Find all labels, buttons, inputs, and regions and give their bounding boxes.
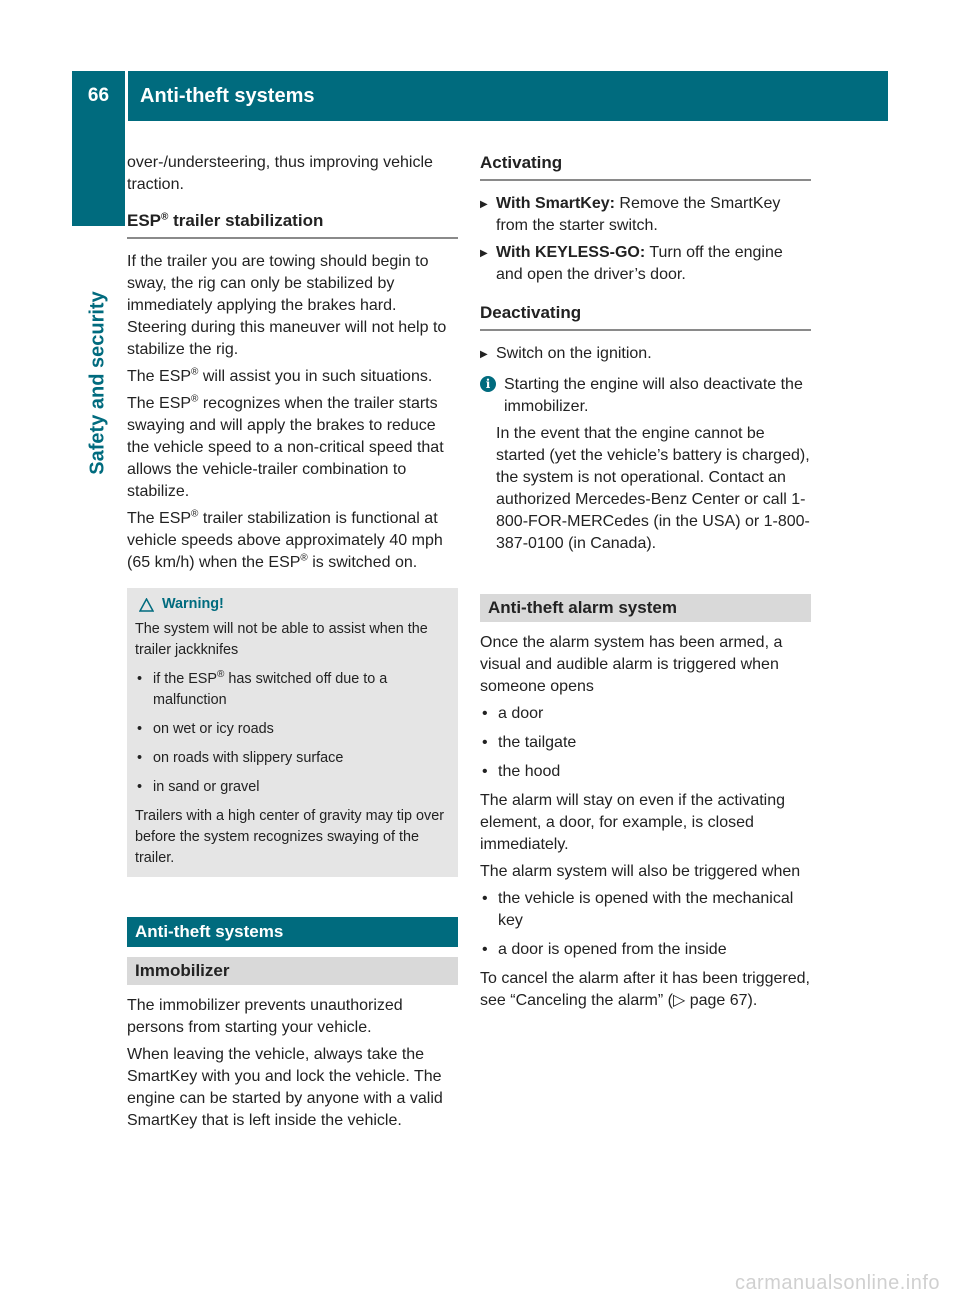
right-column [480, 152, 811, 1017]
alarm-paragraph-1: Once the alarm system has been armed, a visual and audible alarm is triggered when someone opens [480, 634, 783, 695]
intro-text: over-/understeering, thus improving vehicle traction. [127, 154, 433, 193]
warning-header: Warning! [139, 594, 450, 615]
step-item: ▶ With SmartKey: Remove the SmartKey from the starter switch. [480, 193, 811, 237]
list-item: • a door is opened from the inside [482, 941, 727, 958]
list-item: • the hood [482, 763, 561, 780]
esp-paragraph-1: If the trailer you are towing should begin to sway, the rig can only be stabilized by immediately applying the brakes hard. Steering during this maneuver will not help to stabilize the rig. [127, 253, 447, 358]
info-icon: i [480, 376, 496, 392]
step-item: ▶ With KEYLESS-GO: Turn off the engine and open the driver’s door. [480, 242, 811, 286]
side-section-label: Safety and security [86, 291, 109, 475]
watermark: carmanualsonline.info [734, 1272, 940, 1294]
alarm-paragraph-3: The alarm system will also be triggered when [480, 863, 801, 880]
side-tab [72, 121, 125, 226]
list-item: • a door [482, 705, 544, 722]
warning-outro: Trailers with a high center of gravity may tip over before the system recognizes swaying of the trailer. [135, 808, 444, 866]
alarm-paragraph-4[interactable]: To cancel the alarm after it has been triggered, see “Canceling the alarm” (▷ page 67). [480, 970, 810, 1009]
list-item: • if the ESP® has switched off due to a malfunction [137, 669, 388, 708]
activating-heading: Activating [480, 152, 811, 181]
page-title: Anti-theft systems [140, 85, 315, 107]
alarm-paragraph-2: The alarm will stay on even if the activating element, a door, for example, is closed immediately. [480, 792, 786, 853]
step-arrow-icon: ▶ [480, 199, 488, 210]
left-column [127, 152, 458, 1137]
list-item: • on wet or icy roads [137, 721, 274, 737]
warning-intro: The system will not be able to assist when the trailer jackknifes [135, 621, 428, 658]
warning-box [127, 588, 458, 877]
step-arrow-icon: ▶ [480, 248, 488, 259]
list-item: • in sand or gravel [137, 779, 260, 795]
info-note: i Starting the engine will also deactivate the immobilizer. [480, 374, 811, 418]
esp-trailer-heading: ESP® trailer stabilization [127, 210, 458, 239]
esp-paragraph-2: The ESP® will assist you in such situations. [127, 366, 433, 385]
alarm-heading: Anti-theft alarm system [480, 594, 811, 622]
header-divider [125, 71, 128, 121]
deactivating-heading: Deactivating [480, 302, 811, 331]
immobilizer-paragraph-1: The immobilizer prevents unauthorized persons from starting your vehicle. [127, 997, 403, 1036]
step-item: ▶ Switch on the ignition. [480, 343, 811, 366]
list-item: • the vehicle is opened with the mechanical key [482, 890, 794, 929]
esp-paragraph-3: The ESP® recognizes when the trailer starts swaying and will apply the brakes to reduce the vehicle speed to a non-critical speed that allows the vehicle-trailer combination to stabilize. [127, 393, 444, 500]
list-item: • on roads with slippery surface [137, 750, 344, 766]
warning-triangle-icon [139, 598, 154, 612]
list-item: • the tailgate [482, 734, 577, 751]
step-arrow-icon: ▶ [480, 349, 488, 360]
section-title-anti-theft: Anti-theft systems [127, 917, 458, 947]
info-note-continued: In the event that the engine cannot be started (yet the vehicle’s battery is charged), the system is not operational. Contact an authorized Mercedes-Benz Center or call 1-800-FOR-MERCedes (in the USA) or 1-800-387-0100 (in Canada). [496, 425, 810, 552]
immobilizer-paragraph-2: When leaving the vehicle, always take the SmartKey with you and lock the vehicle. The engine can be started by anyone with a valid SmartKey that is left inside the vehicle. [127, 1046, 443, 1129]
immobilizer-heading: Immobilizer [127, 957, 458, 985]
esp-paragraph-4: The ESP® trailer stabilization is functional at vehicle speeds above approximately 40 mph (65 km/h) when the ESP® is switched on. [127, 508, 443, 571]
page-number: 66 [87, 85, 110, 106]
